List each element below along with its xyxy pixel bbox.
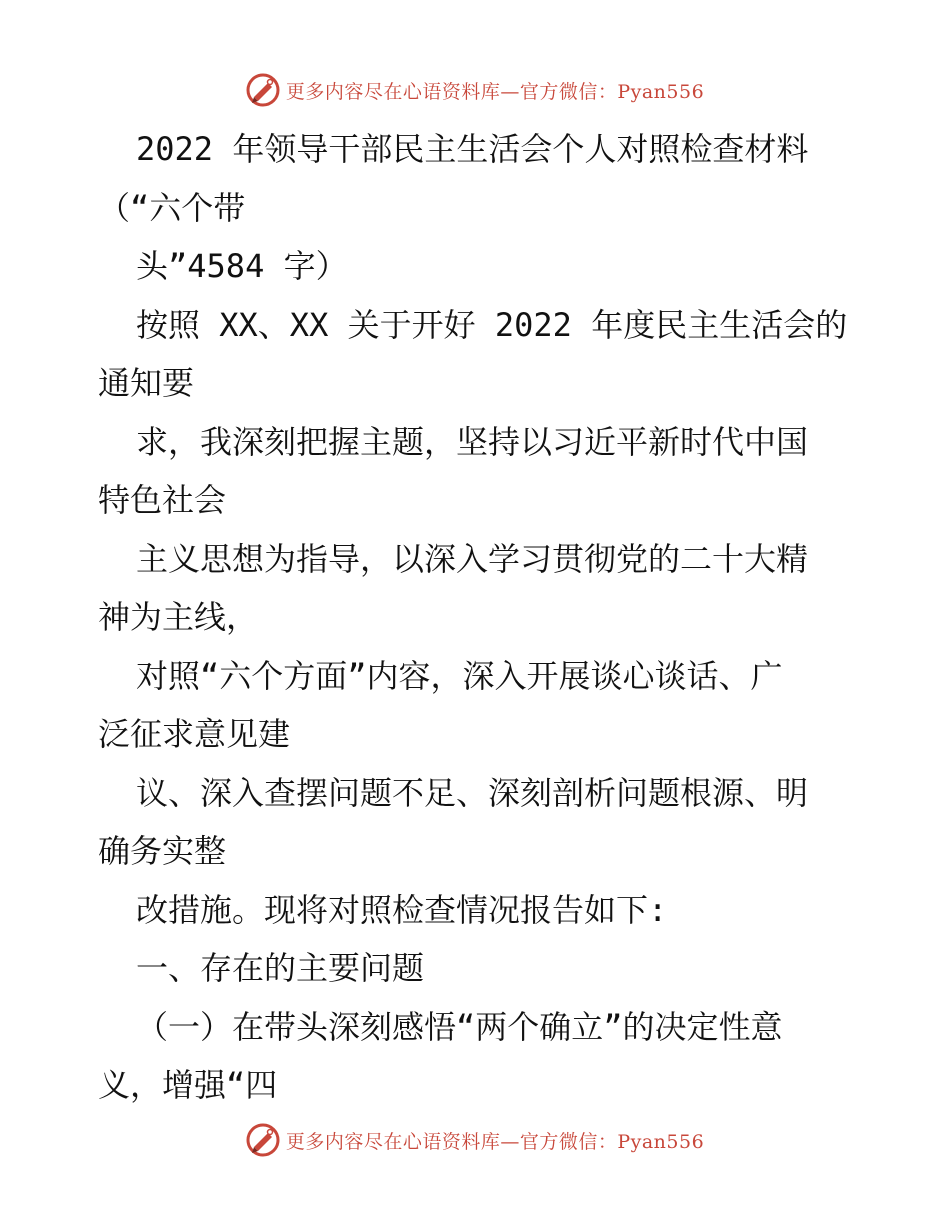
header-banner-text: 更多内容尽在心语资料库—官方微信：Pyan556 bbox=[285, 80, 705, 103]
footer-banner bbox=[0, 1120, 950, 1160]
text-line: （一）在带头深刻感悟“两个确立”的决定性意 bbox=[136, 1007, 783, 1046]
text-line: 2022 年领导干部民主生活会个人对照检查材料 bbox=[136, 130, 809, 168]
text-line: 议、深入查摆问题不足、深刻剖析问题根源、明 bbox=[136, 773, 809, 812]
text-line: 按照 XX、XX 关于开好 2022 年度民主生活会的 bbox=[136, 305, 848, 344]
text-line: 特色社会 bbox=[98, 481, 227, 519]
pen-logo-icon bbox=[246, 73, 280, 107]
text-line: 头”4584 字） bbox=[136, 247, 348, 285]
document-body bbox=[98, 120, 858, 1115]
text-line: 求，我深刻把握主题，坚持以习近平新时代中国 bbox=[136, 422, 809, 461]
text-line: 改措施。现将对照检查情况报告如下: bbox=[136, 890, 668, 929]
text-line: 通知要 bbox=[98, 364, 195, 402]
text-line: 义，增强“四 bbox=[98, 1066, 278, 1104]
text-line: 主义思想为指导，以深入学习贯彻党的二十大精 bbox=[136, 539, 809, 578]
footer-banner-text: 更多内容尽在心语资料库—官方微信：Pyan556 bbox=[285, 1130, 705, 1153]
text-line: 一、存在的主要问题 bbox=[136, 949, 425, 987]
pen-logo-icon bbox=[246, 1123, 280, 1157]
text-line: 神为主线， bbox=[98, 598, 259, 636]
text-line: 泛征求意见建 bbox=[98, 715, 291, 753]
header-banner bbox=[0, 70, 950, 110]
text-line: （“六个带 bbox=[98, 188, 246, 227]
text-line: 确务实整 bbox=[98, 832, 227, 870]
text-line: 对照“六个方面”内容，深入开展谈心谈话、广 bbox=[136, 656, 783, 695]
